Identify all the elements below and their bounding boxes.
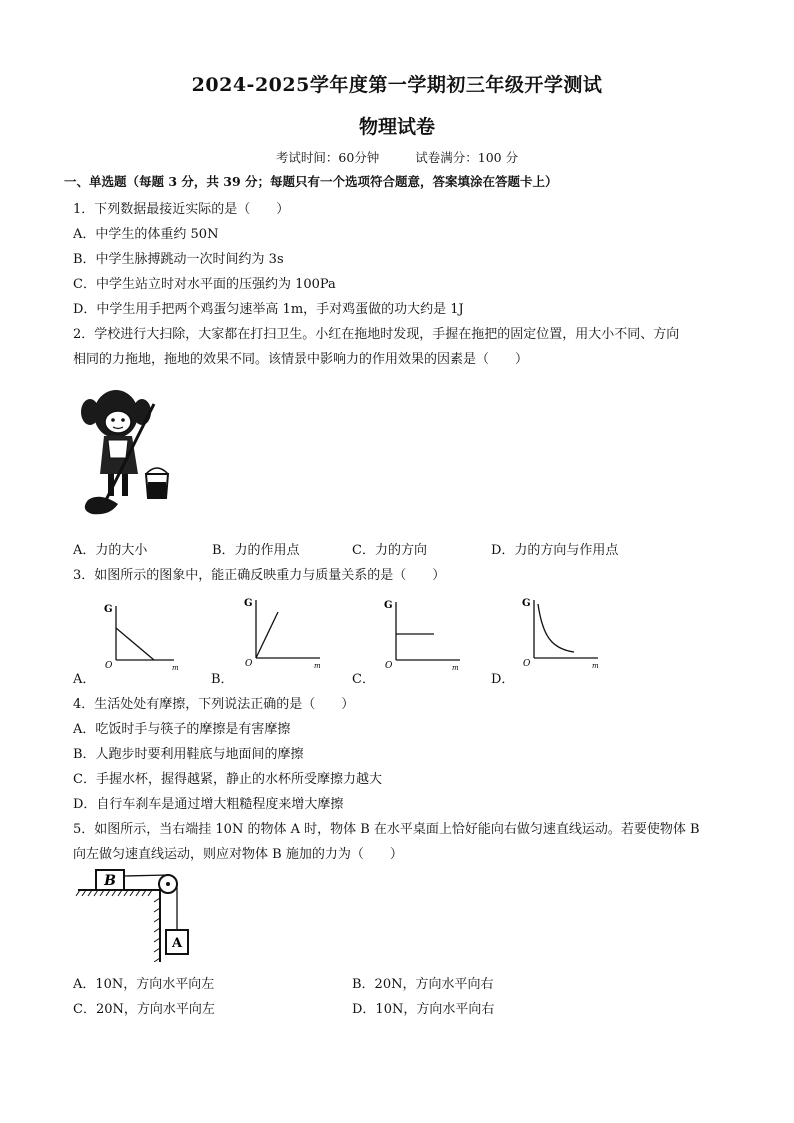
graph-c-origin: O xyxy=(385,661,393,671)
graph-b xyxy=(240,592,326,670)
q5-option-a: A．10N，方向水平向左 xyxy=(73,977,215,992)
q2-option-a: A．力的大小 xyxy=(73,543,148,558)
graph-a-y-label: G xyxy=(104,604,113,615)
exam-meta xyxy=(0,148,794,166)
q2-option-b: B．力的作用点 xyxy=(212,543,300,558)
q2-option-d: D．力的方向与作用点 xyxy=(491,543,619,558)
graph-d-origin: O xyxy=(523,659,531,669)
q5-stem-line2: 向左做匀速直线运动，则应对物体 B 施加的力为（ ） xyxy=(73,847,403,862)
q4-option-a: A．吃饭时手与筷子的摩擦是有害摩擦 xyxy=(73,722,291,737)
q2-stem-line2: 相同的力拖地，拖地的效果不同。该情景中影响力的作用效果的因素是（ ） xyxy=(73,352,529,367)
graph-a xyxy=(100,598,182,672)
block-b-label: B xyxy=(104,873,116,889)
q2-option-c: C．力的方向 xyxy=(352,543,427,558)
graph-c xyxy=(380,594,466,672)
graph-c-x-label: m xyxy=(452,664,459,672)
girl-mopping-illustration xyxy=(74,382,186,522)
q1-option-b: B．中学生脉搏跳动一次时间约为 3s xyxy=(73,252,284,267)
graph-a-line xyxy=(116,628,154,660)
graph-b-y-label: G xyxy=(244,598,253,609)
block-a-label: A xyxy=(171,936,183,951)
q4-option-b: B．人跑步时要利用鞋底与地面间的摩擦 xyxy=(73,747,304,762)
q5-stem-line1: 5．如图所示，当右端挂 10N 的物体 A 时，物体 B 在水平桌面上恰好能向右做匀速直线运动。若要使物体 B xyxy=(73,822,700,837)
q5-option-c: C．20N，方向水平向左 xyxy=(73,1002,215,1017)
pulley-diagram xyxy=(74,866,204,962)
graph-c-y-label: G xyxy=(384,600,393,611)
q1-option-d: D．中学生用手把两个鸡蛋匀速举高 1m，手对鸡蛋做的功大约是 1J xyxy=(73,302,464,317)
graph-d-x-label: m xyxy=(592,662,599,670)
graph-a-origin: O xyxy=(105,661,113,671)
graph-b-x-label: m xyxy=(314,662,321,670)
graph-b-line xyxy=(256,612,278,658)
q5-option-b: B．20N，方向水平向右 xyxy=(352,977,494,992)
graph-b-origin: O xyxy=(245,659,253,669)
q3-stem: 3．如图所示的图象中，能正确反映重力与质量关系的是（ ） xyxy=(73,568,446,583)
q4-stem: 4．生活处处有摩擦，下列说法正确的是（ ） xyxy=(73,697,355,712)
full-score: 试卷满分：100 分 xyxy=(415,150,519,165)
q1-stem: 1．下列数据最接近实际的是（ ） xyxy=(73,202,290,217)
q1-option-a: A．中学生的体重约 50N xyxy=(73,227,219,242)
graph-a-x-label: m xyxy=(172,664,179,672)
q5-option-d: D．10N，方向水平向右 xyxy=(352,1002,495,1017)
section-heading: 一、单选题（每题 3 分，共 39 分；每题只有一个选项符合题意，答案填涂在答题卡上） xyxy=(64,174,558,189)
q2-stem-line1: 2．学校进行大扫除，大家都在打扫卫生。小红在拖地时发现，手握在拖把的固定位置，用大小不同、方向 xyxy=(73,327,680,342)
q4-option-d: D．自行车刹车是通过增大粗糙程度来增大摩擦 xyxy=(73,797,344,812)
q3-option-a: A． xyxy=(73,672,96,687)
subject-title: 物理试卷 xyxy=(358,116,435,138)
q4-option-c: C．手握水杯，握得越紧，静止的水杯所受摩擦力越大 xyxy=(73,772,382,787)
q3-option-d: D． xyxy=(491,672,515,687)
q1-option-c: C．中学生站立时对水平面的压强约为 100Pa xyxy=(73,277,336,292)
exam-time: 考试时间：60分钟 xyxy=(275,150,380,165)
exam-title: 2024-2025学年度第一学期初三年级开学测试 xyxy=(191,74,603,96)
graph-d-curve xyxy=(538,604,574,652)
q3-option-b: B． xyxy=(211,672,234,687)
graph-d xyxy=(518,592,606,670)
graph-d-y-label: G xyxy=(522,598,531,609)
q3-option-c: C． xyxy=(352,672,375,687)
